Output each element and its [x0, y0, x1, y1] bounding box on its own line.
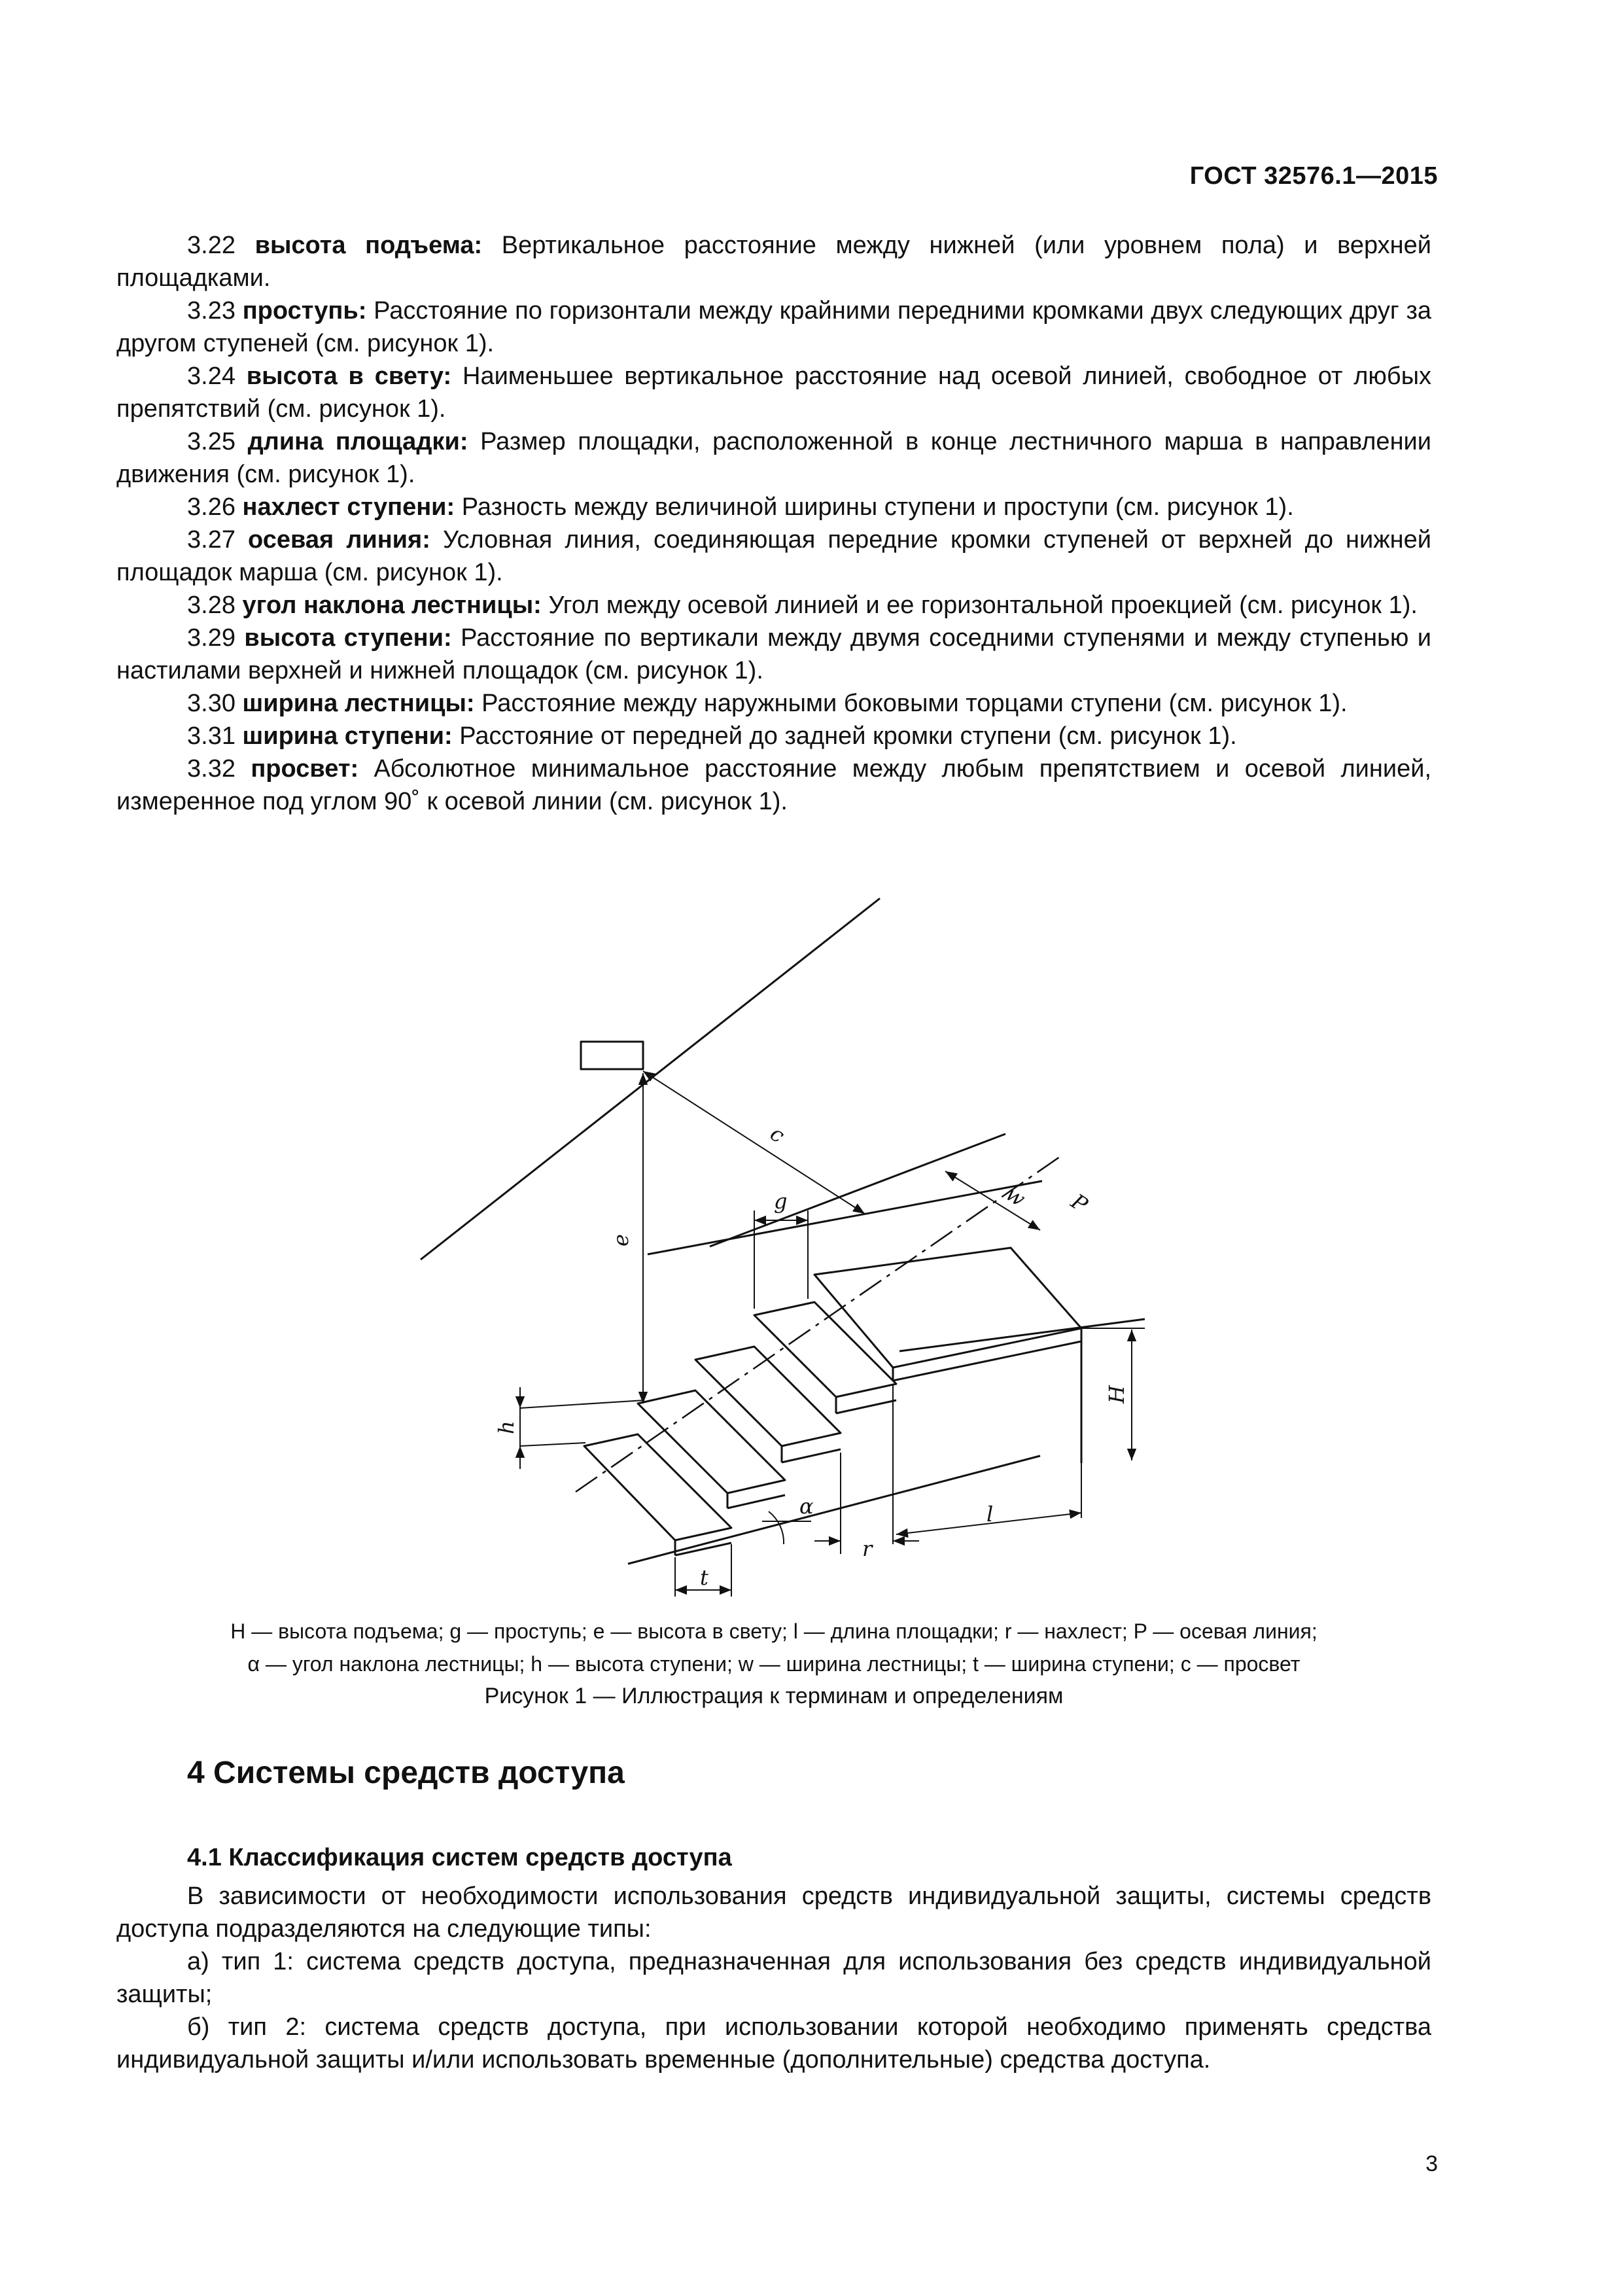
page-number: 3: [1425, 2151, 1438, 2176]
obstacle-box: [581, 1042, 643, 1069]
label-t: t: [700, 1565, 708, 1590]
label-alpha: α: [799, 1494, 814, 1519]
figure-legend-line-1: H — высота подъема; g — проступь; e — высота в свету; l — длина площадки; r — нахлест; P — осевая линия;: [230, 1619, 1318, 1643]
definition-3-27: 3.27 осевая линия: Условная линия, соединяющая передние кромки ступеней от верхней до нижней площадок марша (см. рисунок 1).: [116, 526, 1432, 586]
definition-3-28: 3.28 угол наклона лестницы: Угол между осевой линией и ее горизонтальной проекцией (см. рисунок 1).: [187, 592, 1418, 619]
step-4: [584, 1434, 731, 1540]
definition-3-30: 3.30 ширина лестницы: Расстояние между наружными боковыми торцами ступени (см. рисунок 1).: [187, 690, 1348, 717]
document-header: ГОСТ 32576.1—2015: [1189, 162, 1438, 190]
section-heading: 4 Системы средств доступа: [187, 1756, 625, 1790]
definition-3-32: 3.32 просвет: Абсолютное минимальное расстояние между любым препятствием и осевой линией, измеренное под углом 90˚ к осевой линии (см. рисунок 1).: [116, 755, 1432, 815]
figure-caption: Рисунок 1 — Иллюстрация к терминам и определениям: [484, 1684, 1064, 1708]
label-l: l: [986, 1502, 994, 1527]
definition-3-24: 3.24 высота в свету: Наименьшее вертикальное расстояние над осевой линией, свободное от любых препятствий (см. рисунок 1).: [116, 362, 1432, 423]
dimension-w: [945, 1171, 1040, 1230]
definition-3-22: 3.22 высота подъема: Вертикальное расстояние между нижней (или уровнем пола) и верхней площадками.: [116, 232, 1432, 292]
subsection-heading: 4.1 Классификация систем средств доступа: [187, 1844, 732, 1871]
axis-line-p: [576, 1157, 1060, 1492]
label-e: e: [608, 1234, 633, 1246]
ledge-line: [648, 1181, 1042, 1254]
paragraph: В зависимости от необходимости использования средств индивидуальной защиты, системы средств доступа подразделяются на следующие типы:: [116, 1882, 1431, 1943]
angle-alpha-arc: [769, 1511, 784, 1544]
definitions-list: [116, 229, 1431, 818]
paragraph: а) тип 1: система средств доступа, предназначенная для использования без средств индивидуальной защиты;: [116, 1948, 1431, 2008]
dimension-c: [643, 1071, 865, 1214]
lower-ground-edge-2: [899, 1319, 1145, 1351]
label-w: w: [1001, 1180, 1030, 1212]
obstacle-line: [421, 898, 880, 1260]
definition-3-26: 3.26 нахлест ступени: Разность между величиной ширины ступени и проступи (см. рисунок 1).: [187, 493, 1294, 521]
label-g: g: [774, 1189, 788, 1214]
step-1: [754, 1302, 896, 1397]
figure-legend-line-2: α — угол наклона лестницы; h — высота ступени; w — ширина лестницы; t — ширина ступени; c — просвет: [247, 1652, 1300, 1676]
step-2: [695, 1347, 841, 1446]
lower-ground-edge: [628, 1456, 1040, 1564]
step-3: [638, 1390, 785, 1493]
figure-legend: [116, 1615, 1431, 1680]
label-P: P: [1066, 1188, 1092, 1218]
stair-diagram: [406, 890, 1230, 1603]
label-r: r: [862, 1536, 873, 1561]
label-H: H: [1104, 1385, 1129, 1404]
label-h: h: [494, 1421, 519, 1434]
definition-3-25: 3.25 длина площадки: Размер площадки, расположенной в конце лестничного марша в направлении движения (см. рисунок 1).: [116, 428, 1432, 488]
stair-diagram-svg: [406, 890, 1230, 1603]
paragraph: б) тип 2: система средств доступа, при использовании которой необходимо применять средства индивидуальной защиты и/или использовать временные (дополнительные) средства доступа.: [116, 2013, 1431, 2074]
definition-3-31: 3.31 ширина ступени: Расстояние от передней до задней кромки ступени (см. рисунок 1).: [187, 722, 1237, 750]
section-body: [116, 1880, 1431, 2076]
definition-3-23: 3.23 проступь: Расстояние по горизонтали между крайними передними кромками двух следующих друг за другом ступеней (см. рисунок 1).: [116, 297, 1432, 357]
definition-3-29: 3.29 высота ступени: Расстояние по вертикали между двумя соседними ступенями и между ступенью и настилами верхней и нижней площадок (см. рисунок 1).: [116, 624, 1431, 684]
label-c: c: [765, 1120, 790, 1148]
